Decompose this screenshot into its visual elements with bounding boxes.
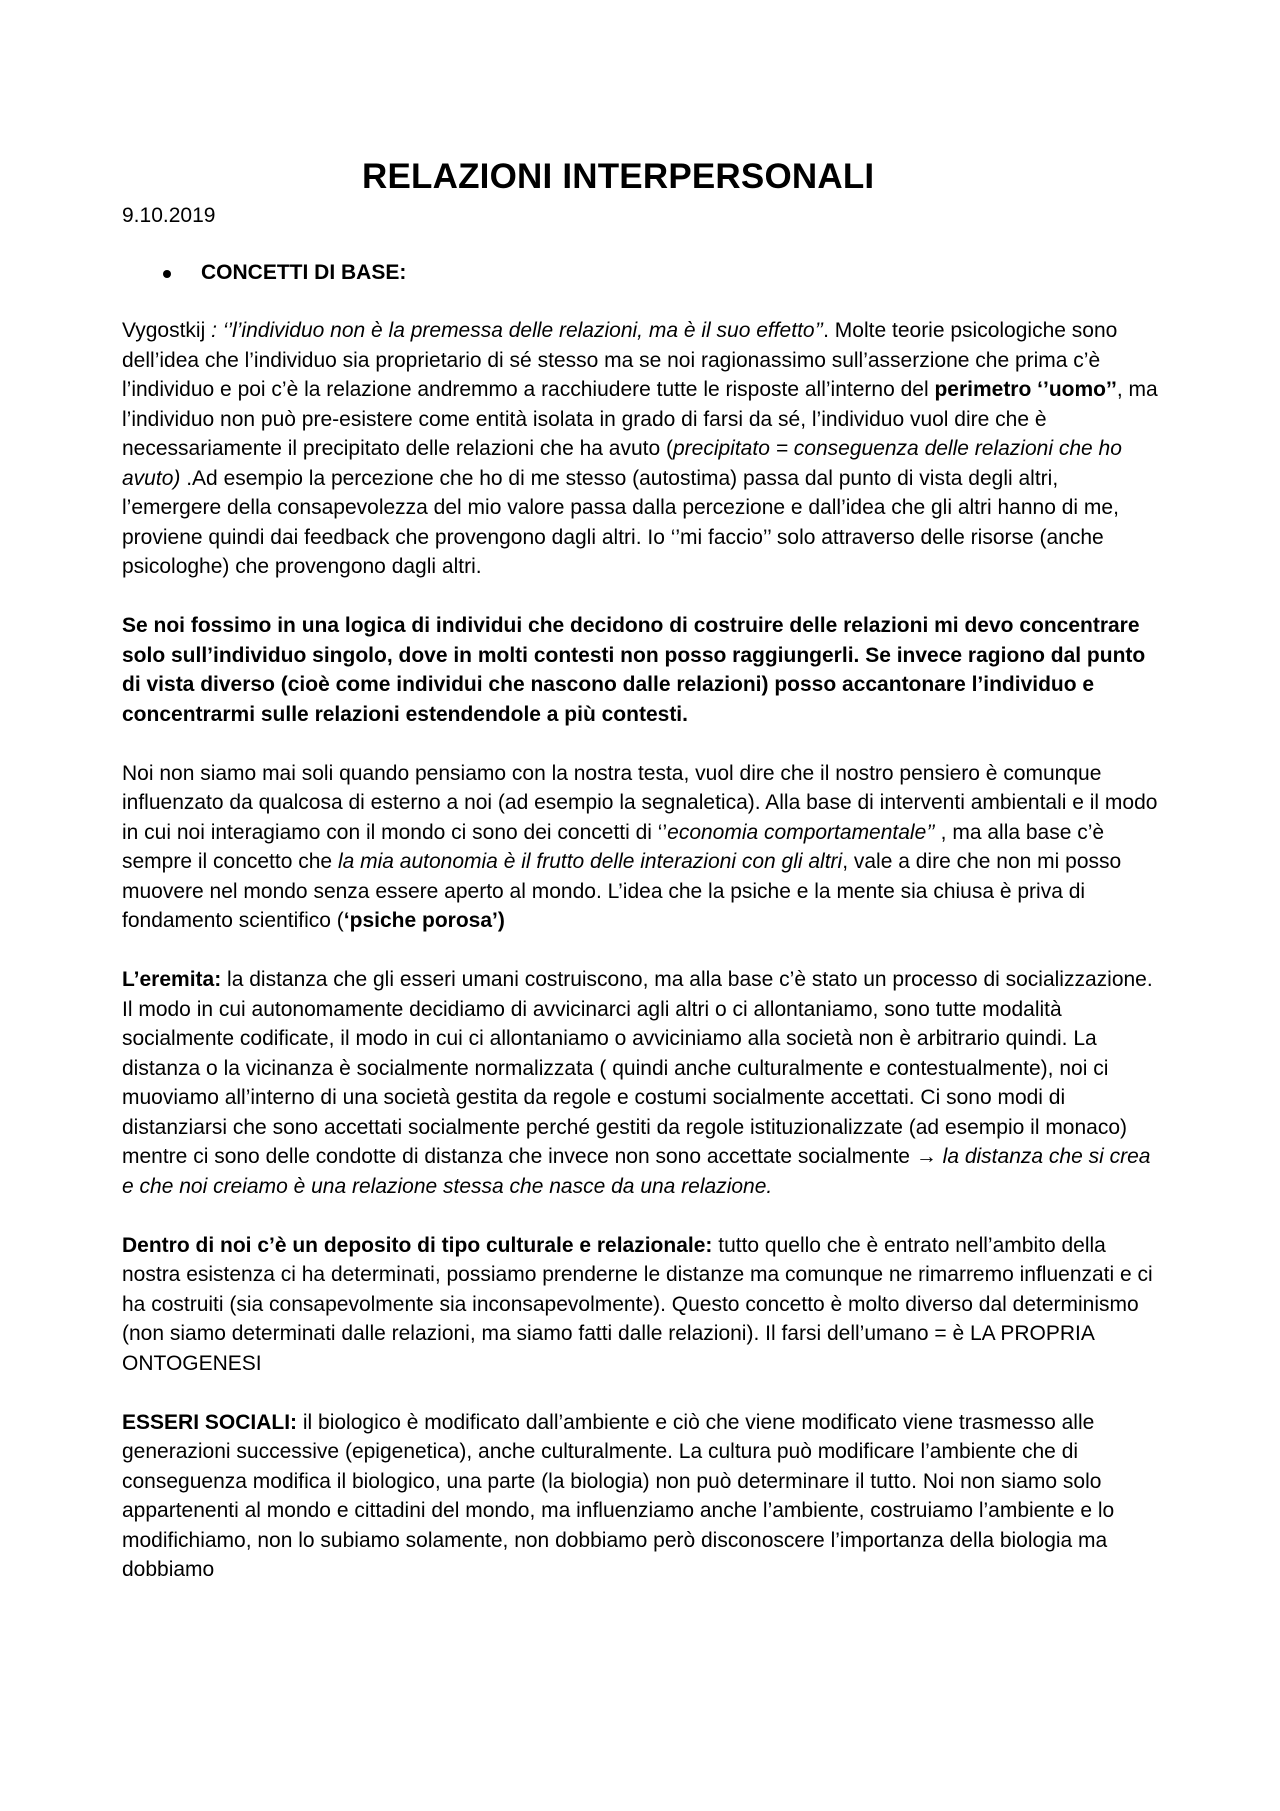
section-heading: CONCETTI DI BASE:: [201, 261, 407, 284]
italic-term: economia comportamentale’’: [667, 820, 935, 844]
date-label: 9.10.2019: [122, 204, 216, 227]
text-run: , ma alla base c’è sempre il concetto che: [122, 820, 1105, 873]
document-body: [122, 316, 1162, 1614]
quote-text: : ‘’l’individuo non è la premessa delle relazioni, ma è il suo effetto’’: [211, 319, 824, 342]
page-title: RELAZIONI INTERPERSONALI: [362, 157, 875, 196]
bold-term: ESSERI SOCIALI:: [122, 1410, 298, 1434]
bold-term: ‘psiche porosa’): [343, 909, 505, 932]
bold-term: L’eremita:: [122, 968, 222, 991]
text-run: Noi non siamo mai soli quando pensiamo con la nostra testa, vuol dire che il nostro pensiero è comunque influenzato da qualcosa di esterno a noi (ad esempio la segnaletica). Alla base di interventi ambientali e il modo in cui noi interagiamo con il mondo ci sono dei concetti di ‘’: [122, 761, 1158, 844]
paragraph-esseri-sociali: [122, 1408, 1162, 1585]
text-run: la distanza che gli esseri umani costruiscono, ma alla base c’è stato un processo di socializzazione. Il modo in cui autonomamente decidiamo di avvicinarci agli altri o ci allontaniamo, sono tutte modalità socialmente codificate, il modo in cui ci allontaniamo o avviciniamo alla società non è arbitrario quindi. La distanza o la vicinanza è socialmente normalizzata ( quindi anche culturalmente e contestualmente), noi ci muoviamo all’interno di una società gestita da regole e costumi socialmente accettati. Ci sono modi di distanziarsi che sono accettati socialmente perché gestiti da regole istituzionalizzate (ad esempio il monaco) mentre ci sono delle condotte di distanza che invece non sono accettate socialmente: [122, 968, 1153, 1168]
text-run: . Molte teorie psicologiche sono dell’idea che l’individuo sia proprietario di sé stesso ma se noi ragionassimo sull’asserzione che prima c’è l’individuo e poi c’è la relazione andremmo a racchiudere tutte le risposte all’interno del: [122, 319, 1118, 401]
paragraph-pensiero: [122, 759, 1162, 936]
text-run: , vale a dire che non mi posso muovere nel mondo senza essere aperto al mondo. L’idea che la psiche e la mente sia chiusa è priva di fondamento scientifico (: [122, 850, 1122, 932]
text-run: .Ad esempio la percezione che ho di me stesso (autostima) passa dal punto di vista degli altri, l’emergere della consapevolezza del mio valore passa dalla percezione e dall’idea che gli altri hanno di me, proviene quindi dai feedback che provengono dagli altri. Io ‘’mi faccio’’ solo attraverso delle risorse (anche psicologhe) che provengono dagli altri.: [122, 466, 1119, 578]
paragraph-eremita: [122, 965, 1162, 1201]
bold-term: perimetro ‘’uomo’’: [934, 378, 1117, 401]
text-run: Vygostkij: [122, 319, 212, 342]
paragraph-bold-summary: Se noi fossimo in una logica di individui che decidono di costruire delle relazioni mi devo concentrare solo sull’individuo singolo, dove in molti contesti non posso raggiungerli. Se invece ragiono dal punto di vista diverso (cioè come individui che nascono dalle relazioni) posso accantonare l’individuo e concentrarmi sulle relazioni estendendole a più contesti.: [122, 614, 1146, 726]
bullet-icon: [163, 270, 171, 278]
italic-note: precipitato = conseguenza delle relazioni che ho avuto): [122, 437, 1122, 490]
arrow-right-icon: →: [915, 1145, 937, 1168]
italic-phrase: la distanza che si crea e che noi creiamo è una relazione stessa che nasce da una relazione.: [122, 1145, 1151, 1198]
bold-term: Dentro di noi c’è un deposito di tipo culturale e relazionale:: [122, 1233, 713, 1257]
paragraph-vygotskij: [122, 316, 1162, 582]
italic-phrase: la mia autonomia è il frutto delle interazioni con gli altri: [337, 850, 843, 873]
text-run: il biologico è modificato dall’ambiente e ciò che viene modificato viene trasmesso alle generazioni successive (epigenetica), anche culturalmente. La cultura può modificare l’ambiente che di conseguenza modifica il biologico, una parte (la biologia) non può determinare il tutto. Noi non siamo solo appartenenti al mondo e cittadini del mondo, ma influenziamo anche l’ambiente, costruiamo l’ambiente e lo modifichiamo, non lo subiamo solamente, non dobbiamo però disconoscere l’importanza della biologia ma dobbiamo: [122, 1410, 1115, 1581]
text-run: , ma l’individuo non può pre-esistere come entità isolata in grado di farsi da sé, l’individuo vuol dire che è necessariamente il precipitato delle relazioni che ha avuto (: [122, 378, 1158, 460]
text-run: tutto quello che è entrato nell’ambito della nostra esistenza ci ha determinati, possiamo prenderne le distanze ma comunque ne rimarremo influenzati e ci ha costruiti (sia consapevolmente sia inconsapevolmente). Questo concetto è molto diverso dal determinismo (non siamo determinati dalle relazioni, ma siamo fatti dalle relazioni). Il farsi dell’umano = è LA PROPRIA ONTOGENESI: [122, 1233, 1153, 1375]
paragraph-deposito: [122, 1231, 1162, 1379]
